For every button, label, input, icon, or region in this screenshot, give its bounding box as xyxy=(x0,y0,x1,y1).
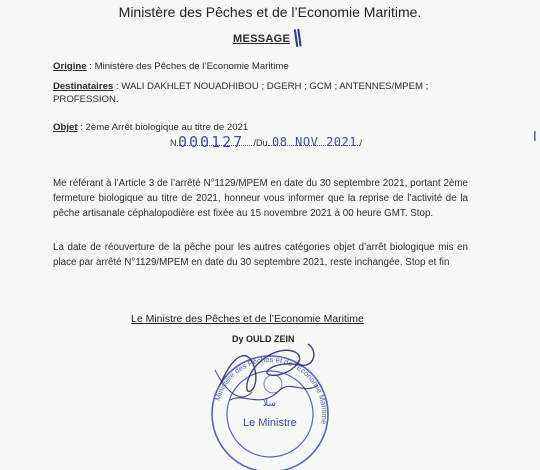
origine-line xyxy=(53,60,289,73)
reference-separator: /Du xyxy=(253,138,268,148)
stamp-center-text: Le Ministre xyxy=(243,417,297,429)
reference-number-stamp: 000127 xyxy=(178,133,245,151)
margin-ink-mark: ǀ xyxy=(533,128,537,144)
handwritten-signature-icon xyxy=(200,330,330,420)
reference-prefix: N xyxy=(170,138,177,148)
destinataires-label: Destinataires xyxy=(53,81,114,92)
objet-label: Objet xyxy=(53,122,78,133)
stamp-arabic-text: سلا xyxy=(263,399,276,409)
signatory-title: Le Ministre des Pêches et de l’Economie Maritime xyxy=(131,313,364,325)
destinataires-line xyxy=(53,80,428,93)
body-paragraph-2: La date de réouverture de la pêche pour les autres catégories objet d’arrêt biologique mis en place par arrêté N°1129/MPEM en date du 30 septembre 2021, reste inchangée. Stop et fin xyxy=(53,242,468,268)
destinataires-continuation: PROFESSION. xyxy=(53,94,119,105)
body-paragraph-1: Me référant à l’Article 3 de l’arrêté N°1129/MPEM en date du 30 septembre 2021, portant 2ème fermeture biologique au titre de 2021, honneur vous informer que la reprise de l’activité de la pêche artisanale céphalopodière est fixée au 15 novembre 2021 à 00 heure GMT. Stop. xyxy=(53,178,468,219)
objet-value: : 2ème Arrêt biologique au titre de 2021 xyxy=(77,122,249,133)
origine-label: Origine xyxy=(53,61,87,72)
reference-date-stamp: 08 NOV 2021 xyxy=(272,135,357,149)
ministry-header: Ministère des Pêches et de l’Economie Maritime. xyxy=(118,4,422,20)
origine-value: : Ministère des Pêches de l’Economie Maritime xyxy=(86,61,289,72)
destinataires-value: : WALI DAKHLET NOUADHIBOU ; DGERH ; GCM ; ANTENNES/MPEM ; xyxy=(113,81,429,92)
signatory-name: Dy OULD ZEIN xyxy=(232,334,295,344)
stamp-ring-text: Ministère des Pêches et de l'Economie Maritime xyxy=(212,354,330,425)
message-title: MESSAGE xyxy=(233,33,291,45)
reference-suffix: / xyxy=(359,138,363,148)
handwritten-check-mark: ∥ xyxy=(291,26,304,48)
